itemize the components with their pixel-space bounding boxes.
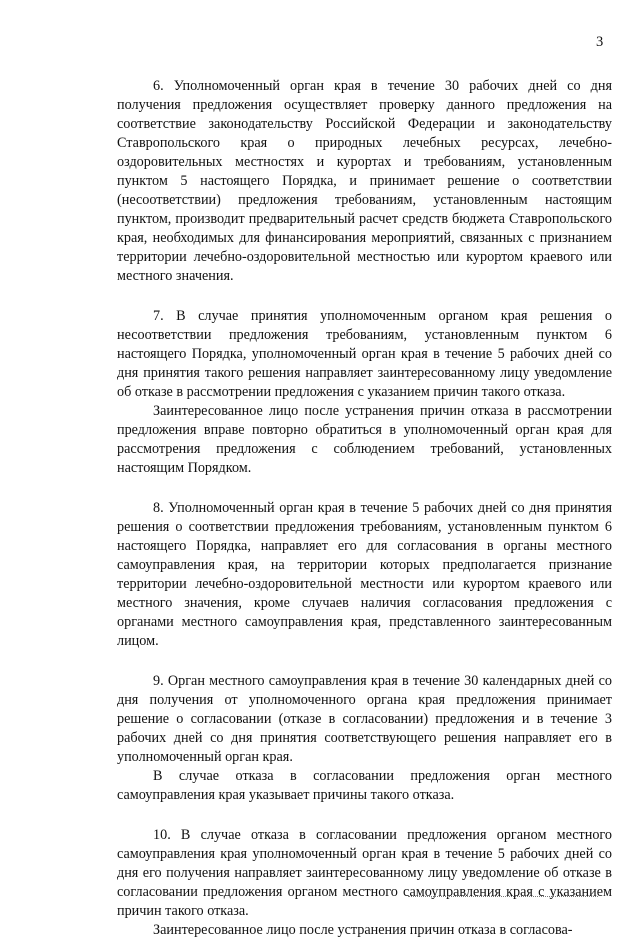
document-body [117, 77, 612, 940]
paragraph-9-continuation: В случае отказа в согласовании предложения орган местного самоуправления края указывает причины такого отказа. [117, 768, 612, 803]
paragraph-9: 9. Орган местного самоуправления края в течение 30 календарных дней со дня получения от уполномоченного органа края предложения принимает решение о согласовании (отказе в согласовании) предложения и в течение 3 рабочих дней со дня принятия соответствующего решения направляет его в уполномоченный орган края. [117, 673, 612, 765]
paragraph-8: 8. Уполномоченный орган края в течение 5 рабочих дней со дня принятия решения о соответствии предложения требованиям, установленным пунктом 6 настоящего Порядка, направляет его для согласования в органы местного самоуправления края, на территории которых предполагается признание территории лечебно-оздоровительной местности или курортом краевого или местного значения, кроме случаев наличия согласования предложения с органами местного самоуправления края, представленного заинтересованным лицом. [117, 500, 612, 649]
page-number: 3 [596, 34, 604, 50]
paragraph-7: 7. В случае принятия уполномоченным органом края решения о несоответствии предложения требованиям, установленным пунктом 6 настоящего Порядка, уполномоченный орган края в течение 5 рабочих дней со дня принятия такого решения направляет заинтересованному лицу уведомление об отказе в рассмотрении предложения с указанием причин такого отказа. [117, 308, 612, 400]
scan-artifact-line [408, 896, 598, 897]
paragraph-6: 6. Уполномоченный орган края в течение 30 рабочих дней со дня получения предложения осуществляет проверку данного предложения на соответствие законодательству Российской Федерации и законодательству Ставропольского края о природных лечебных ресурсах, лечебно-оздоровительных местностях и курортах и требованиям, установленным пунктом 5 настоящего Порядка, и принимает решение о соответствии (несоответствии) предложения требованиям, установленным настоящим пунктом, производит предварительный расчет средств бюджета Ставропольского края, необходимых для финансирования мероприятий, связанных с признанием территории лечебно-оздоровительной местностью или курортом краевого или местного значения. [117, 78, 612, 284]
paragraph-7-continuation: Заинтересованное лицо после устранения причин отказа в рассмотрении предложения вправе повторно обратиться в уполномоченный орган края для рассмотрения предложения с соблюдением требований, установленных настоящим Порядком. [117, 403, 612, 476]
paragraph-10: 10. В случае отказа в согласовании предложения органом местного самоуправления края уполномоченный орган края в течение 5 рабочих дней со дня его получения направляет заинтересованному лицу уведомление об отказе в согласовании предложения органом местного самоуправления края с указанием причин такого отказа. [117, 827, 612, 919]
paragraph-10-continuation: Заинтересованное лицо после устранения причин отказа в согласова- [153, 922, 573, 938]
